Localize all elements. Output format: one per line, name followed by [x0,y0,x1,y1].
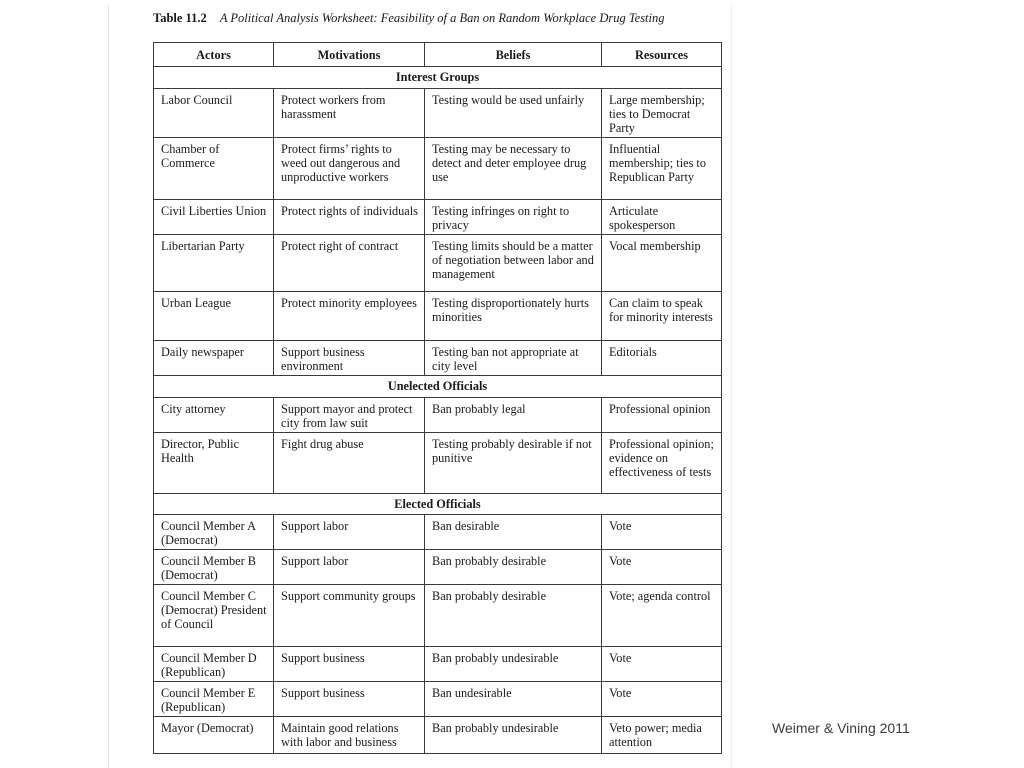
motivation-cell: Protect rights of individuals [274,200,425,235]
motivation-cell: Fight drug abuse [274,433,425,494]
political-analysis-table [153,42,722,754]
actor-cell: Urban League [154,292,274,341]
section-row [154,494,722,515]
table-row [154,292,722,341]
belief-cell: Testing would be used unfairly [425,89,602,138]
resource-cell: Large membership; ties to Democrat Party [602,89,722,138]
header-row [154,43,722,67]
table-row [154,550,722,585]
belief-cell: Testing ban not appropriate at city level [425,341,602,376]
motivation-cell: Support business environment [274,341,425,376]
table-body [154,67,722,754]
resource-cell: Vote [602,682,722,717]
actor-cell: Civil Liberties Union [154,200,274,235]
belief-cell: Testing disproportionately hurts minorities [425,292,602,341]
table-row [154,398,722,433]
table-row [154,682,722,717]
actor-cell: Council Member E (Republican) [154,682,274,717]
scanned-page [108,4,732,768]
table-row [154,341,722,376]
actor-cell: Mayor (Democrat) [154,717,274,754]
belief-cell: Ban undesirable [425,682,602,717]
actor-cell: Libertarian Party [154,235,274,292]
motivation-cell: Protect right of contract [274,235,425,292]
motivation-cell: Protect workers from harassment [274,89,425,138]
resource-cell: Articulate spokesperson [602,200,722,235]
table-title: A Political Analysis Worksheet: Feasibility of a Ban on Random Workplace Drug Testing [219,11,665,25]
belief-cell: Testing limits should be a matter of negotiation between labor and management [425,235,602,292]
actor-cell: City attorney [154,398,274,433]
belief-cell: Ban probably legal [425,398,602,433]
table-row [154,89,722,138]
table-row [154,433,722,494]
actor-cell: Chamber of Commerce [154,138,274,200]
motivation-cell: Support labor [274,550,425,585]
resource-cell: Vote [602,647,722,682]
resource-cell: Professional opinion [602,398,722,433]
citation: Weimer & Vining 2011 [772,720,910,736]
belief-cell: Testing probably desirable if not punitive [425,433,602,494]
belief-cell: Ban probably desirable [425,550,602,585]
actor-cell: Council Member C (Democrat) President of Council [154,585,274,647]
actor-cell: Council Member D (Republican) [154,647,274,682]
actor-cell: Daily newspaper [154,341,274,376]
resource-cell: Vote; agenda control [602,585,722,647]
column-header: Beliefs [425,43,602,67]
column-header: Actors [154,43,274,67]
column-header: Motivations [274,43,425,67]
column-header: Resources [602,43,722,67]
resource-cell: Vote [602,515,722,550]
motivation-cell: Support community groups [274,585,425,647]
section-row [154,67,722,89]
motivation-cell: Protect minority employees [274,292,425,341]
table-row [154,717,722,754]
belief-cell: Ban probably desirable [425,585,602,647]
actor-cell: Council Member A (Democrat) [154,515,274,550]
resource-cell: Influential membership; ties to Republican Party [602,138,722,200]
belief-cell: Ban probably undesirable [425,647,602,682]
table-row [154,200,722,235]
actor-cell: Labor Council [154,89,274,138]
resource-cell: Can claim to speak for minority interests [602,292,722,341]
motivation-cell: Support labor [274,515,425,550]
actor-cell: Council Member B (Democrat) [154,550,274,585]
belief-cell: Ban desirable [425,515,602,550]
section-heading: Unelected Officials [154,376,722,398]
resource-cell: Vocal membership [602,235,722,292]
resource-cell: Editorials [602,341,722,376]
section-row [154,376,722,398]
table-row [154,235,722,292]
motivation-cell: Support business [274,647,425,682]
table-row [154,515,722,550]
section-heading: Interest Groups [154,67,722,89]
motivation-cell: Support business [274,682,425,717]
resource-cell: Veto power; media attention [602,717,722,754]
motivation-cell: Protect firms’ rights to weed out dangerous and unproductive workers [274,138,425,200]
resource-cell: Vote [602,550,722,585]
belief-cell: Ban probably undesirable [425,717,602,754]
table-caption [153,11,665,26]
table-row [154,585,722,647]
table-row [154,647,722,682]
actor-cell: Director, Public Health [154,433,274,494]
belief-cell: Testing may be necessary to detect and deter employee drug use [425,138,602,200]
resource-cell: Professional opinion; evidence on effectiveness of tests [602,433,722,494]
motivation-cell: Support mayor and protect city from law suit [274,398,425,433]
motivation-cell: Maintain good relations with labor and business [274,717,425,754]
belief-cell: Testing infringes on right to privacy [425,200,602,235]
table-number: Table 11.2 [153,11,207,25]
section-heading: Elected Officials [154,494,722,515]
table-row [154,138,722,200]
